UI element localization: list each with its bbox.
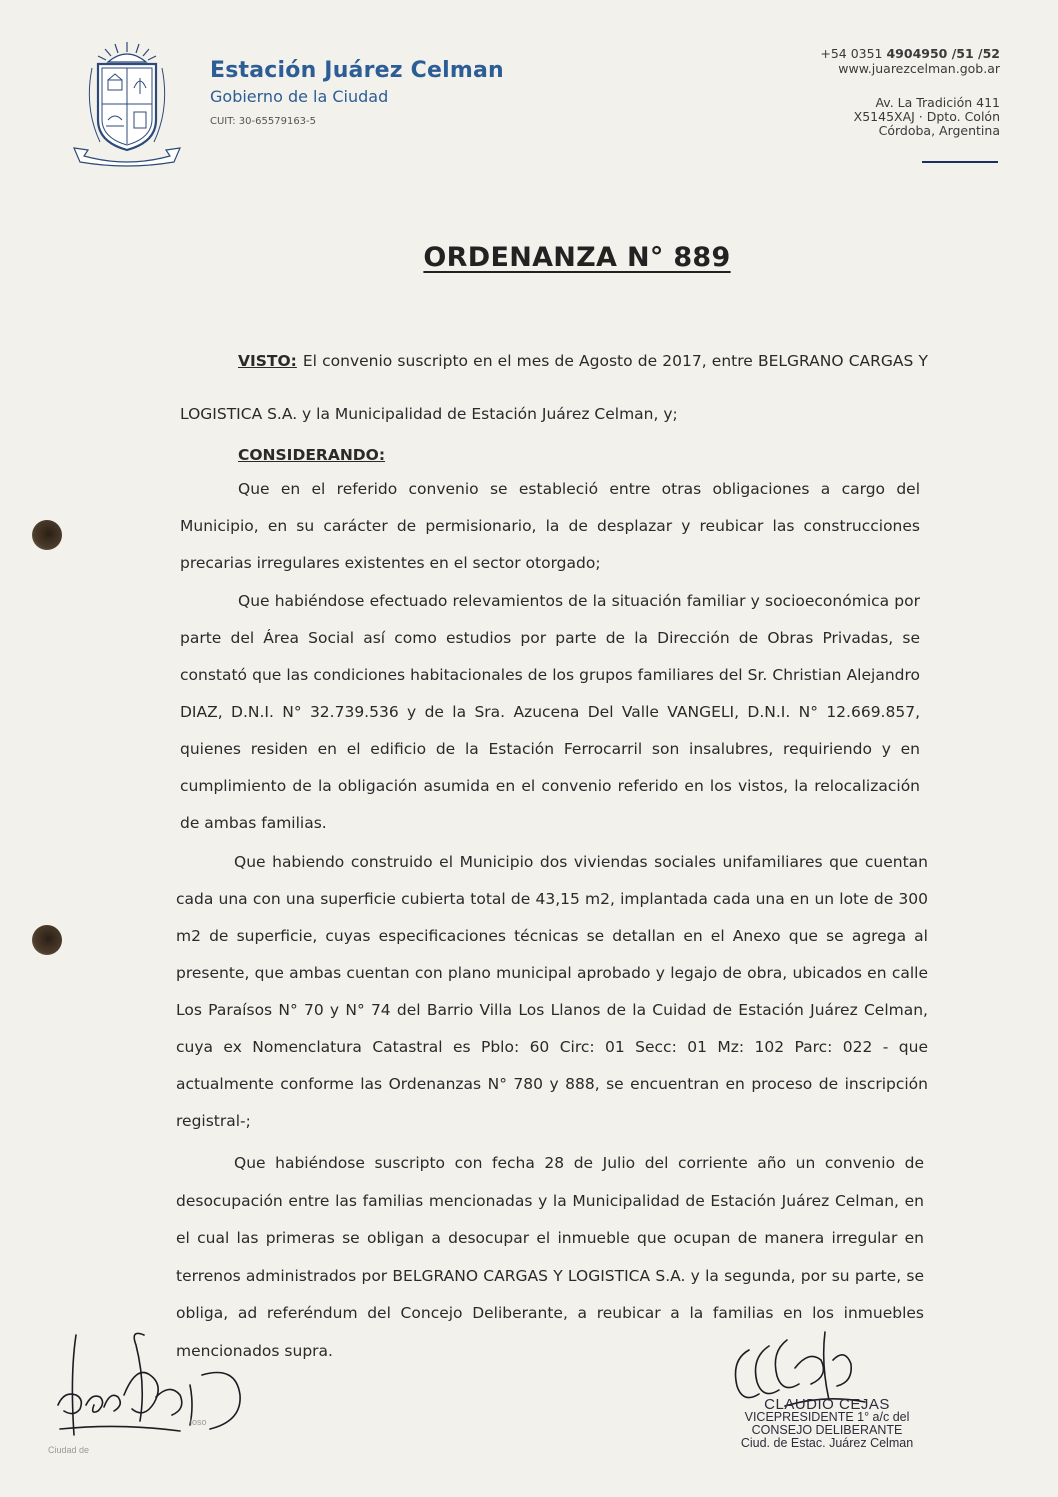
svg-text:ioso: ioso — [190, 1417, 207, 1427]
address-block — [854, 96, 1000, 138]
stamp-role-line-3: Ciud. de Estac. Juárez Celman — [740, 1436, 914, 1450]
address-line-2: X5145XAJ · Dpto. Colón — [853, 109, 1000, 124]
ordinance-title-text: ORDENANZA N° 889 — [423, 242, 731, 273]
stamp-role-line-2: CONSEJO DELIBERANTE — [751, 1423, 903, 1437]
org-title: Estación Juárez Celman — [210, 58, 504, 83]
address-line-1: Av. La Tradición 411 — [875, 95, 1000, 110]
punch-hole-top — [32, 520, 62, 550]
considerando-paragraph-3: Que habiendo construido el Municipio dos viviendas sociales unifamiliares que cuentan cada una con una superficie cubierta total de 43,15 m2, implantada cada una en un lote de 300 m2 de superficie, cuyas especificaciones técnicas se detallan en el Anexo que se agrega al presente, que ambas cuentan con plano municipal aprobado y legajo de obra, ubicados en calle Los Paraísos N° 70 y N° 74 del Barrio Villa Los Llanos de la Cuidad de Estación Juárez Celman, cuya ex Nomenclatura Catastral es Pblo: 60 Circ: 01 Secc: 01 Mz: 102 Parc: 022 - que actualmente conforme las Ordenanzas N° 780 y 888, se encuentran en proceso de inscripción registral-; — [176, 853, 928, 1130]
official-stamp — [727, 1398, 927, 1450]
website-link[interactable]: www.juarezcelman.gob.ar — [838, 61, 1000, 76]
punch-hole-bottom — [32, 925, 62, 955]
visto-paragraph — [180, 335, 928, 441]
contact-block — [820, 46, 1000, 76]
phone-number: 4904950 /51 /52 — [886, 46, 1000, 61]
considerando-paragraph-2: Que habiéndose efectuado relevamientos de la situación familiar y socioeconómica por parte del Área Social así como estudios por parte de la Dirección de Obras Privadas, se constató que las condiciones habitacionales de los grupos familiares del Sr. Christian Alejandro DIAZ, D.N.I. N° 32.739.536 y de la Sra. Azucena Del Valle VANGELI, D.N.I. N° 12.669.857, quienes residen en el edificio de la Estación Ferrocarril son insalubres, requiriendo y en cumplimiento de la obligación asumida en el convenio referido en los vistos, la relocalización de ambas familias. — [180, 592, 920, 832]
stamp-role-line-1: VICEPRESIDENTE 1° a/c del — [744, 1410, 910, 1424]
svg-text:Ciudad de: Ciudad de — [48, 1445, 90, 1455]
cuit-number: CUIT: 30-65579163-5 — [210, 116, 317, 127]
municipal-crest-logo — [70, 38, 185, 168]
header-divider — [922, 161, 998, 163]
stamp-name: CLAUDIO CEJAS — [764, 1396, 890, 1413]
visto-label: VISTO: — [238, 352, 297, 370]
address-line-3: Córdoba, Argentina — [878, 123, 1000, 138]
considerando-label: CONSIDERANDO: — [238, 446, 386, 464]
handwritten-signature-left — [40, 1325, 260, 1465]
visto-text: El convenio suscripto en el mes de Agosto de 2017, entre BELGRANO CARGAS Y LOGISTICA S.A. y la Municipalidad de Estación Juárez Celman, y; — [180, 352, 928, 423]
ordinance-title — [0, 242, 1058, 273]
considerando-paragraph-1: Que en el referido convenio se estableció entre otras obligaciones a cargo del Municipio, en su carácter de permisionario, la de desplazar y reubicar las construcciones precarias irregulares existentes en el sector otorgado; — [180, 480, 920, 572]
phone-prefix: +54 0351 — [820, 46, 887, 61]
phone-line — [820, 46, 1000, 61]
considerando-paragraph-4: Que habiéndose suscripto con fecha 28 de Julio del corriente año un convenio de desocupación entre las familias mencionadas y la Municipalidad de Estación Juárez Celman, en el cual las primeras se obligan a desocupar el inmueble que ocupan de manera irregular en terrenos administrados por BELGRANO CARGAS Y LOGISTICA S.A. y la segunda, por su parte, se obliga, ad referéndum del Concejo Deliberante, a reubicar a la familias en los inmuebles mencionados supra. — [176, 1154, 924, 1360]
organization-header — [210, 58, 504, 127]
org-subtitle: Gobierno de la Ciudad — [210, 87, 389, 106]
